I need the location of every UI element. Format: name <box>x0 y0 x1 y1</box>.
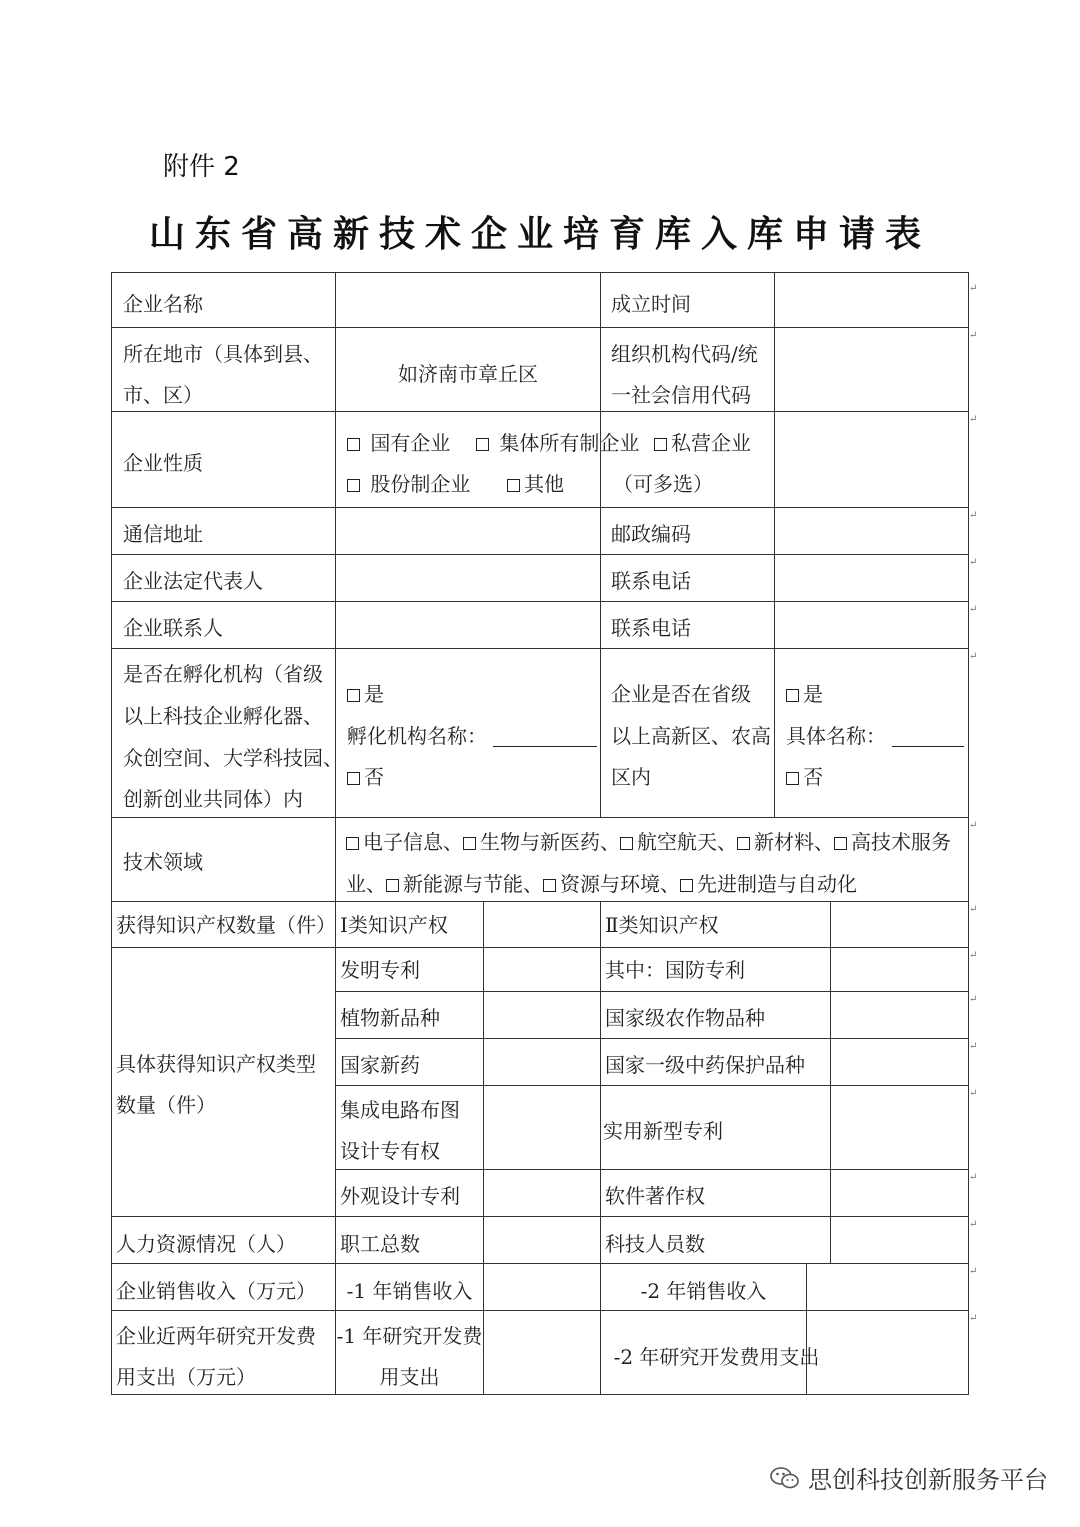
paragraph-mark-icon: ↵ <box>969 1172 978 1183</box>
ip-class2-label: Ⅱ类知识产权 <box>605 913 719 937</box>
rd-label-line1: 企业近两年研究开发费 <box>116 1324 316 1348</box>
nature-label: 企业性质 <box>123 451 203 475</box>
sales-year2-label: -2 年销售收入 <box>640 1279 767 1303</box>
contact-phone-label: 联系电话 <box>611 616 691 640</box>
zone-label-line2: 以上高新区、农高 <box>611 724 771 748</box>
location-field[interactable]: 如济南市章丘区 <box>398 362 538 386</box>
tech-line2-lead: 业、 <box>346 872 386 896</box>
org-code-label-line1: 组织机构代码/统 <box>611 342 758 366</box>
sales-year1-field[interactable] <box>484 1264 600 1310</box>
address-label: 通信地址 <box>123 522 203 546</box>
total-staff-field[interactable] <box>484 1217 600 1263</box>
incubator-yes-option[interactable]: 是 <box>347 674 384 714</box>
defense-patent-field[interactable] <box>831 948 968 991</box>
checkbox-icon[interactable] <box>386 879 399 892</box>
tech-field-label: 技术领域 <box>123 850 203 874</box>
new-drug-label: 国家新药 <box>340 1053 420 1077</box>
paragraph-mark-icon: ↵ <box>969 1088 978 1099</box>
paragraph-mark-icon: ↵ <box>969 414 978 425</box>
zone-label-line3: 区内 <box>611 765 651 789</box>
legal-rep-field[interactable] <box>336 555 600 601</box>
ip-class2-field[interactable] <box>831 902 968 947</box>
company-name-field[interactable] <box>336 273 600 327</box>
paragraph-mark-icon: ↵ <box>969 330 978 341</box>
hr-label: 人力资源情况（人） <box>116 1232 296 1256</box>
utility-model-field[interactable] <box>831 1086 968 1169</box>
tech-option-hightech-services[interactable]: 高技术服务 <box>834 830 951 854</box>
ic-layout-label-line2: 设计专有权 <box>340 1139 440 1163</box>
ip-types-label-line2: 数量（件） <box>116 1093 216 1117</box>
checkbox-icon[interactable] <box>476 438 489 451</box>
watermark-text: 思创科技创新服务平台 <box>808 1466 1048 1494</box>
sales-year1-label: -1 年销售收入 <box>346 1279 473 1303</box>
paragraph-mark-icon: ↵ <box>969 1041 978 1052</box>
zone-label-line1: 企业是否在省级 <box>611 682 751 706</box>
legal-rep-phone-field[interactable] <box>775 555 968 601</box>
tech-options-line1 <box>346 822 951 862</box>
tcm-protection-field[interactable] <box>831 1039 968 1085</box>
postcode-label: 邮政编码 <box>611 522 691 546</box>
col-divider <box>600 901 601 1394</box>
nature-option-other[interactable]: 其他 <box>507 464 564 504</box>
sales-label: 企业销售收入（万元） <box>116 1279 316 1303</box>
legal-rep-phone-label: 联系电话 <box>611 569 691 593</box>
blank-underline[interactable] <box>493 724 597 747</box>
rd-year2-field[interactable] <box>807 1311 968 1394</box>
paragraph-mark-icon: ↵ <box>969 1266 978 1277</box>
new-drug-field[interactable] <box>484 1039 600 1085</box>
address-field[interactable] <box>336 508 600 554</box>
location-label-line1: 所在地市（具体到县、 <box>123 342 323 366</box>
row-divider <box>111 411 969 412</box>
incubator-no-option[interactable]: 否 <box>347 757 384 797</box>
paragraph-mark-icon: ↵ <box>969 557 978 568</box>
crop-variety-field[interactable] <box>831 992 968 1038</box>
watermark <box>770 1460 1048 1495</box>
ip-types-label-line1: 具体获得知识产权类型 <box>116 1052 316 1076</box>
paragraph-mark-icon: ↵ <box>969 1313 978 1324</box>
defense-patent-label: 其中：国防专利 <box>605 958 745 982</box>
rd-label-line2: 用支出（万元） <box>116 1365 256 1389</box>
ic-layout-field[interactable] <box>484 1086 600 1169</box>
paragraph-mark-icon: ↵ <box>969 1219 978 1230</box>
invention-patent-field[interactable] <box>484 948 600 991</box>
legal-rep-label: 企业法定代表人 <box>123 569 263 593</box>
tech-staff-label: 科技人员数 <box>605 1232 705 1256</box>
postcode-field[interactable] <box>775 508 968 554</box>
blank-underline[interactable] <box>892 724 964 747</box>
checkbox-icon[interactable] <box>786 772 799 785</box>
contact-label: 企业联系人 <box>123 616 223 640</box>
checkbox-icon[interactable] <box>737 837 750 850</box>
paragraph-mark-icon: ↵ <box>969 651 978 662</box>
ip-class1-field[interactable] <box>484 902 600 947</box>
nature-option-private[interactable]: 私营企业 <box>654 423 751 463</box>
software-copyright-label: 软件著作权 <box>605 1184 705 1208</box>
incubator-label-line2: 以上科技企业孵化器、 <box>123 704 323 728</box>
nature-multi-note: （可多选） <box>613 472 713 496</box>
zone-yes-option[interactable]: 是 <box>786 674 823 714</box>
checkbox-icon[interactable] <box>834 837 847 850</box>
checkbox-icon[interactable] <box>680 879 693 892</box>
row-divider <box>111 648 969 649</box>
company-name-label: 企业名称 <box>123 292 203 316</box>
software-copyright-field[interactable] <box>831 1170 968 1216</box>
checkbox-icon[interactable] <box>654 438 667 451</box>
table-border-left <box>111 272 112 1395</box>
tech-option-advanced-manufacturing[interactable]: 先进制造与自动化 <box>680 872 857 896</box>
rd-year1-label-line2: 用支出 <box>379 1365 440 1389</box>
crop-variety-label: 国家级农作物品种 <box>605 1006 765 1030</box>
checkbox-icon[interactable] <box>786 689 799 702</box>
checkbox-icon[interactable] <box>620 837 633 850</box>
attachment-number: 附件 2 <box>163 152 240 182</box>
tech-staff-field[interactable] <box>831 1217 968 1263</box>
total-staff-label: 职工总数 <box>340 1232 420 1256</box>
paragraph-mark-icon: ↵ <box>969 994 978 1005</box>
form-title: 山东省高新技术企业培育库入库申请表 <box>148 213 931 255</box>
paragraph-mark-icon: ↵ <box>969 904 978 915</box>
paragraph-mark-icon: ↵ <box>969 604 978 615</box>
paragraph-mark-icon: ↵ <box>969 510 978 521</box>
paragraph-mark-icon: ↵ <box>969 950 978 961</box>
incubator-label-line4: 创新创业共同体）内 <box>123 787 303 811</box>
tech-option-biomedicine[interactable]: 生物与新医药、 <box>463 830 620 854</box>
paragraph-mark-icon: ↵ <box>969 283 978 294</box>
checkbox-icon[interactable] <box>347 689 360 702</box>
contact-field[interactable] <box>336 602 600 648</box>
checkbox-icon[interactable] <box>347 479 360 492</box>
plant-variety-label: 植物新品种 <box>340 1006 440 1030</box>
col-divider <box>600 272 601 817</box>
sales-year2-field[interactable] <box>807 1264 968 1310</box>
nature-option-collective[interactable]: 集体所有制企业 <box>476 423 639 463</box>
checkbox-icon[interactable] <box>347 772 360 785</box>
checkbox-icon[interactable] <box>347 438 360 451</box>
ip-count-label: 获得知识产权数量（件） <box>116 913 336 937</box>
design-patent-field[interactable] <box>484 1170 600 1216</box>
col-divider <box>335 817 336 901</box>
tech-options-line2 <box>346 864 857 904</box>
tech-option-new-energy[interactable]: 新能源与节能、 <box>386 872 543 896</box>
design-patent-label: 外观设计专利 <box>340 1184 460 1208</box>
rd-year2-label: -2 年研究开发费用支出 <box>613 1345 820 1369</box>
org-code-field[interactable] <box>775 328 968 411</box>
utility-model-label: 实用新型专利 <box>603 1119 723 1143</box>
rd-year1-field[interactable] <box>484 1311 600 1394</box>
paragraph-mark-icon: ↵ <box>969 820 978 831</box>
ic-layout-label-line1: 集成电路布图 <box>340 1098 460 1122</box>
tcm-protection-label: 国家一级中药保护品种 <box>605 1053 805 1077</box>
zone-no-option[interactable]: 否 <box>786 757 823 797</box>
incubator-label-line3: 众创空间、大学科技园、 <box>123 746 343 770</box>
ip-class1-label: Ⅰ类知识产权 <box>340 913 448 937</box>
plant-variety-field[interactable] <box>484 992 600 1038</box>
tech-option-new-materials[interactable]: 新材料、 <box>737 830 834 854</box>
tech-option-electronics[interactable]: 电子信息、 <box>346 830 463 854</box>
zone-name-field[interactable]: 具体名称： <box>786 716 964 756</box>
founded-field[interactable] <box>775 273 968 327</box>
tech-option-aerospace[interactable]: 航空航天、 <box>620 830 737 854</box>
contact-phone-field[interactable] <box>775 602 968 648</box>
checkbox-icon[interactable] <box>463 837 476 850</box>
org-code-label-line2: 一社会信用代码 <box>611 383 751 407</box>
wechat-icon <box>770 1466 800 1490</box>
incubator-name-field[interactable]: 孵化机构名称： <box>347 716 597 756</box>
invention-patent-label: 发明专利 <box>340 958 420 982</box>
incubator-label-line1: 是否在孵化机构（省级 <box>123 662 323 686</box>
checkbox-icon[interactable] <box>346 837 359 850</box>
tech-option-resources-environment[interactable]: 资源与环境、 <box>543 872 680 896</box>
founded-label: 成立时间 <box>611 292 691 316</box>
rd-year1-label-line1: -1 年研究开发费 <box>336 1324 483 1348</box>
checkbox-icon[interactable] <box>507 479 520 492</box>
nature-option-joint-stock[interactable]: 股份制企业 <box>347 464 470 504</box>
nature-option-state[interactable]: 国有企业 <box>347 423 450 463</box>
location-label-line2: 市、区） <box>123 383 203 407</box>
checkbox-icon[interactable] <box>543 879 556 892</box>
